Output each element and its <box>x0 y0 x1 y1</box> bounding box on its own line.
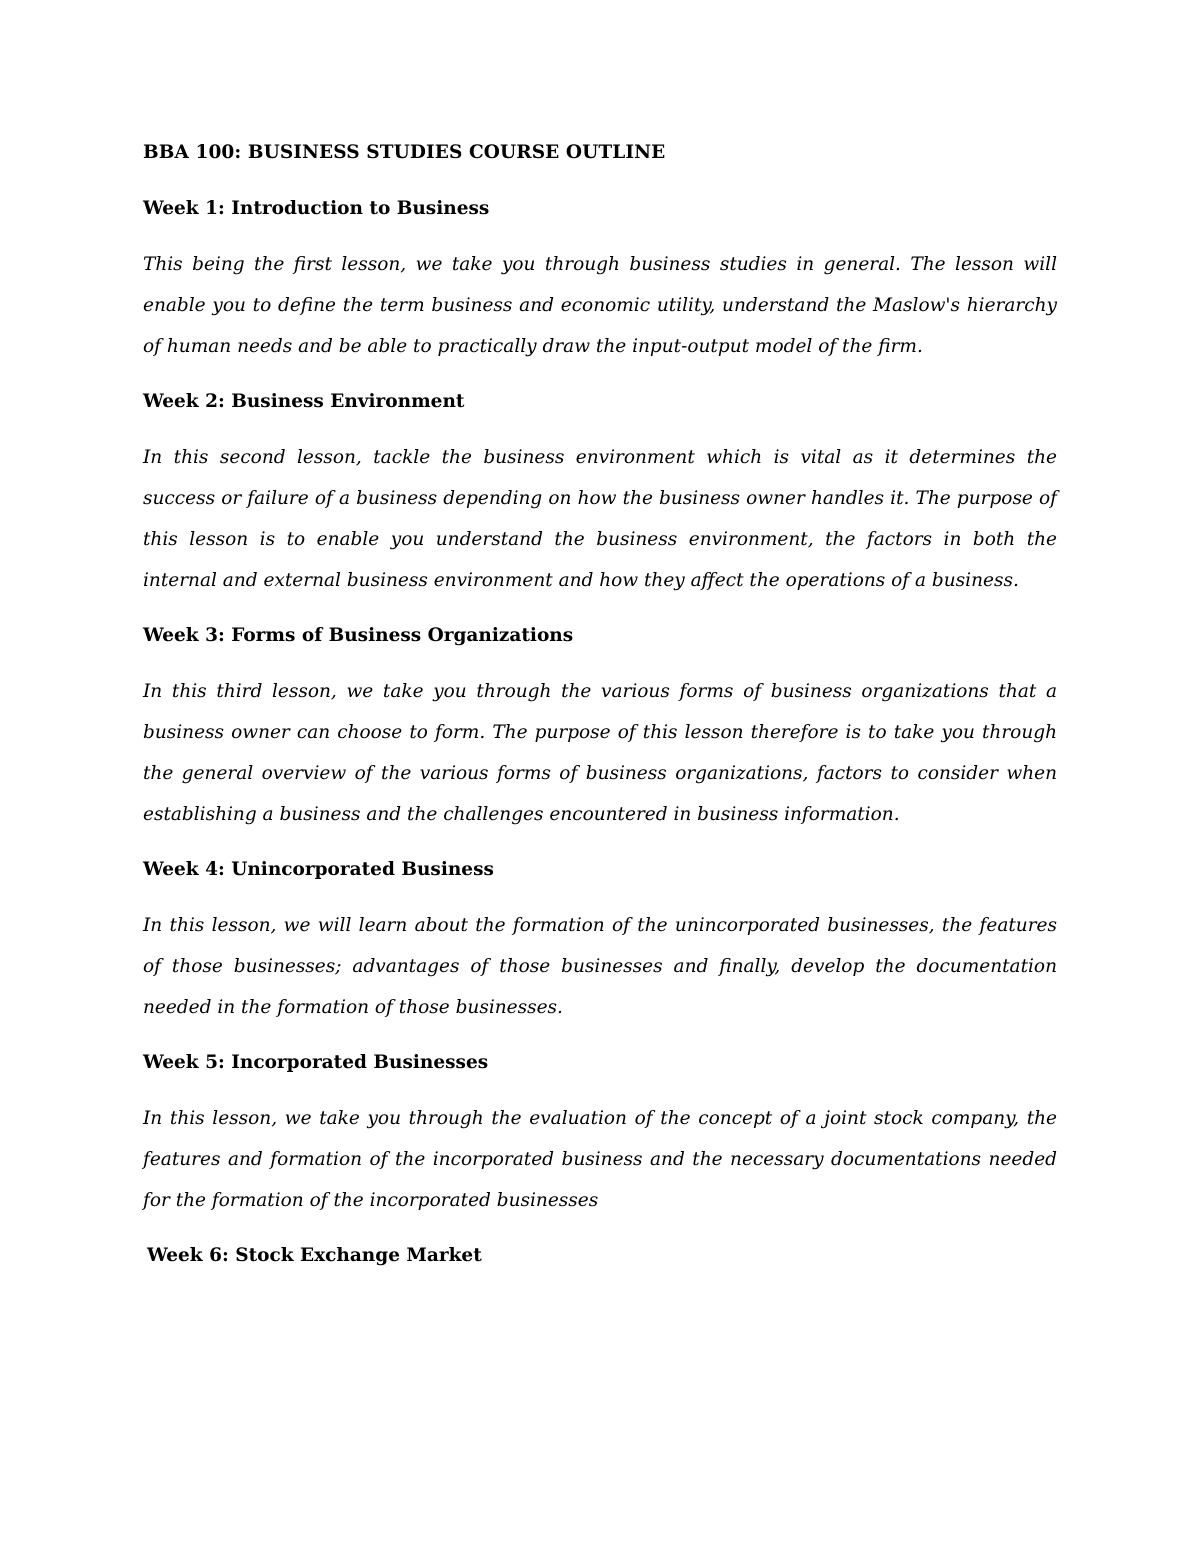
week-3-description: In this third lesson, we take you through the various forms of business organizations that a business owner can choose to form. The purpose of this lesson therefore is to take you through the general overview of the various forms of business organizations, factors to consider when establishing a business and the challenges encountered in business information. <box>143 681 1057 825</box>
week-5-heading: Week 5: Incorporated Businesses <box>143 1052 489 1073</box>
week-1-heading: Week 1: Introduction to Business <box>143 198 490 219</box>
week-3-heading: Week 3: Forms of Business Organizations <box>143 625 574 646</box>
document-title: BBA 100: BUSINESS STUDIES COURSE OUTLINE <box>143 142 666 163</box>
week-4-heading: Week 4: Unincorporated Business <box>143 859 494 880</box>
week-4-description: In this lesson, we will learn about the formation of the unincorporated businesses, the features of those businesses; advantages of those businesses and finally, develop the documentation needed in the formation of those businesses. <box>143 915 1057 1018</box>
week-2-description: In this second lesson, tackle the business environment which is vital as it determines the success or failure of a business depending on how the business owner handles it. The purpose of this lesson is to enable you understand the business environment, the factors in both the internal and external business environment and how they affect the operations of a business. <box>143 447 1057 591</box>
week-1-description: This being the first lesson, we take you through business studies in general. The lesson will enable you to define the term business and economic utility, understand the Maslow's hierarchy of human needs and be able to practically draw the input-output model of the firm. <box>143 254 1057 357</box>
week-6-heading: Week 6: Stock Exchange Market <box>147 1245 482 1266</box>
week-2-heading: Week 2: Business Environment <box>143 391 465 412</box>
document-page <box>143 140 1057 1298</box>
week-5-description: In this lesson, we take you through the evaluation of the concept of a joint stock company, the features and formation of the incorporated business and the necessary documentations needed for the formation of the incorporated businesses <box>143 1108 1057 1211</box>
